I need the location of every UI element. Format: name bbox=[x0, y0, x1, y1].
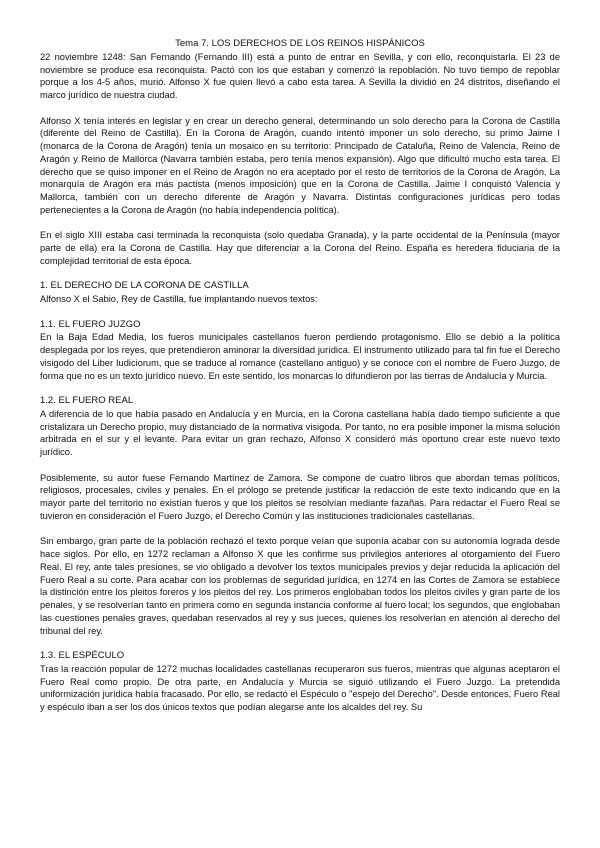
spacer bbox=[40, 102, 560, 115]
spacer bbox=[40, 523, 560, 536]
spacer bbox=[40, 217, 560, 230]
document-title: Tema 7. LOS DERECHOS DE LOS REINOS HISPÁNICOS bbox=[175, 38, 425, 49]
siglo-xiii-paragraph: En el siglo XIII estaba casi terminada la reconquista (solo quedaba Granada), y la parte occidental de la Península (mayor parte de ella) era la Corona de Castilla. Hay que diferenciar a la Corona del Reino. España es heredera fiduciaria de la complejidad territorial de esta época. bbox=[40, 230, 560, 266]
section-heading-fuero-real: 1.2. EL FUERO REAL bbox=[40, 395, 134, 406]
spacer bbox=[40, 459, 560, 472]
fuero-real-paragraph-1: A diferencia de lo que había pasado en Andalucía y en Murcia, en la Corona castellana había dado tiempo suficiente a que cristalizara un Derecho propio, muy distanciado de la normativa visigoda. Por tanto, no era posible imponer la misma solución arbitrada en el sur y el levante. Para evitar un gran rechazo, Alfonso X consideró más oportuno crear este nuevo texto jurídico. bbox=[40, 408, 560, 457]
fuero-real-paragraph-3: Sin embargo, gran parte de la población rechazó el texto porque veían que suponía acabar con su autonomía lograda desde hace siglos. Por ello, en 1272 reclaman a Alfonso X que les confirme sus privilegios anteriores al otorgamiento del Fuero Real. El rey, ante tales presiones, se vio obligado a devolver los textos municipales previos y dejar reducida la aplicación del Fuero Real a su corte. Para acabar con los problemas de seguridad jurídica, en 1274 en las Cortes de Zamora se establece la distinción entre los pleitos foreros y los pleitos del rey. Los primeros englobaban todos los pleitos civiles y gran parte de los penales, y se resolverían tanto en primera como en segunda instancia conforme al fuero local; los segundos, que englobaban las cuestiones penales graves, quedaban reservados al rey y sus jueces, quienes los resolverían en atención al derecho del tribunal del rey. bbox=[40, 536, 560, 636]
especulo-paragraph: Tras la reacción popular de 1272 muchas localidades castellanas recuperaron sus fueros, mientras que algunas aceptaron el Fuero Real como propio. De otra parte, en Andalucía y Murcia se siguió utilizando el Fuero Juzgo. La pretendida uniformización jurídica había fracasado. Por ello, se redactó el Espéculo o "espejo del Derecho". Desde entonces, Fuero Real y espéculo iban a ser los dos únicos textos que podían alegarse ante los alcaldes del rey. Su bbox=[40, 663, 560, 712]
section-heading-fuero-juzgo: 1.1. EL FUERO JUZGO bbox=[40, 318, 141, 330]
fuero-real-paragraph-2: Posiblemente, su autor fuese Fernando Martínez de Zamora. Se compone de cuatro libros que abordan temas políticos, religiosos, procesales, civiles y penales. En el prólogo se pretende justificar la redacción de este texto indicando que en la mayor parte del territorio no existían fueros y que los pleitos se resolvían mediante fazañas. Para redactar el Fuero Real se tuvieron en consideración el Fuero Juzgo, el Derecho Común y las instituciones tradicionales castellanas. bbox=[40, 472, 560, 521]
section-heading-especulo: 1.3. EL ESPÉCULO bbox=[40, 650, 125, 661]
section-intro-paragraph: Alfonso X el Sabio, Rey de Castilla, fue implantando nuevos textos: bbox=[40, 294, 318, 304]
spacer bbox=[40, 637, 560, 650]
spacer bbox=[40, 306, 560, 319]
intro-paragraph: 22 noviembre 1248: San Fernando (Fernando III) está a punto de entrar en Sevilla, y con ello, reconquistarla. El 23 de noviembre se produce esa reconquista. Pactó con los que estaban y comenzó la repoblación. No tuvo tiempo de repoblar porque a los 4-5 años, murió. Alfonso X fue quien llevó a cabo esta tarea. A Sevilla la dividió en 24 distritos, diseñando el marco jurídico de nuestra ciudad. bbox=[40, 51, 560, 100]
spacer bbox=[40, 382, 560, 395]
spacer bbox=[40, 268, 560, 281]
section-heading-corona-castilla: 1. EL DERECHO DE LA CORONA DE CASTILLA bbox=[40, 280, 249, 292]
alfonso-paragraph: Alfonso X tenía interés en legislar y en crear un derecho general, determinando un solo derecho para la Corona de Castilla (diferente del Reino de Castilla). En la Corona de Aragón, cuando intentó imponer un solo derecho, su primo Jaime I (monarca de la Corona de Aragón) tenía un mosaico en su territorio: Principado de Cataluña, Reino de Valencia, Reino de Aragón y Reino de Mallorca (Navarra también estaba, pero tenía menos expansión). Algo que dificultó mucho esta tarea. El derecho que se quiso imponer en el Reino de Aragón no era aceptado por el resto de territorios de la Corona de Aragón. La monarquía de Aragón era más pactista (menos imposición) que en la Corona de Castilla. Jaime I conquistó Valencia y Mallorca, también con un derecho diferente de Aragón y Navarra. Distintas configuraciones jurídicas pero todas pertenecientes a la Corona de Aragón (no había independencia política). bbox=[40, 115, 560, 215]
fuero-juzgo-paragraph: En la Baja Edad Media, los fueros municipales castellanos fueron perdiendo protagonismo. Ello se debió a la política desplegada por los reyes, que pretendieron aminorar la diversidad jurídica. El instrumento utilizado para tal fin fue el Derecho visigodo del Liber Iudiciorum, que se traduce al romance (castellano antiguo) y se conoce con el nombre de Fuero Juzgo, de forma que no es un texto jurídico nuevo. En este sentido, los monarcas lo difundieron por las tierras de Andalucía y Murcia. bbox=[40, 332, 560, 381]
